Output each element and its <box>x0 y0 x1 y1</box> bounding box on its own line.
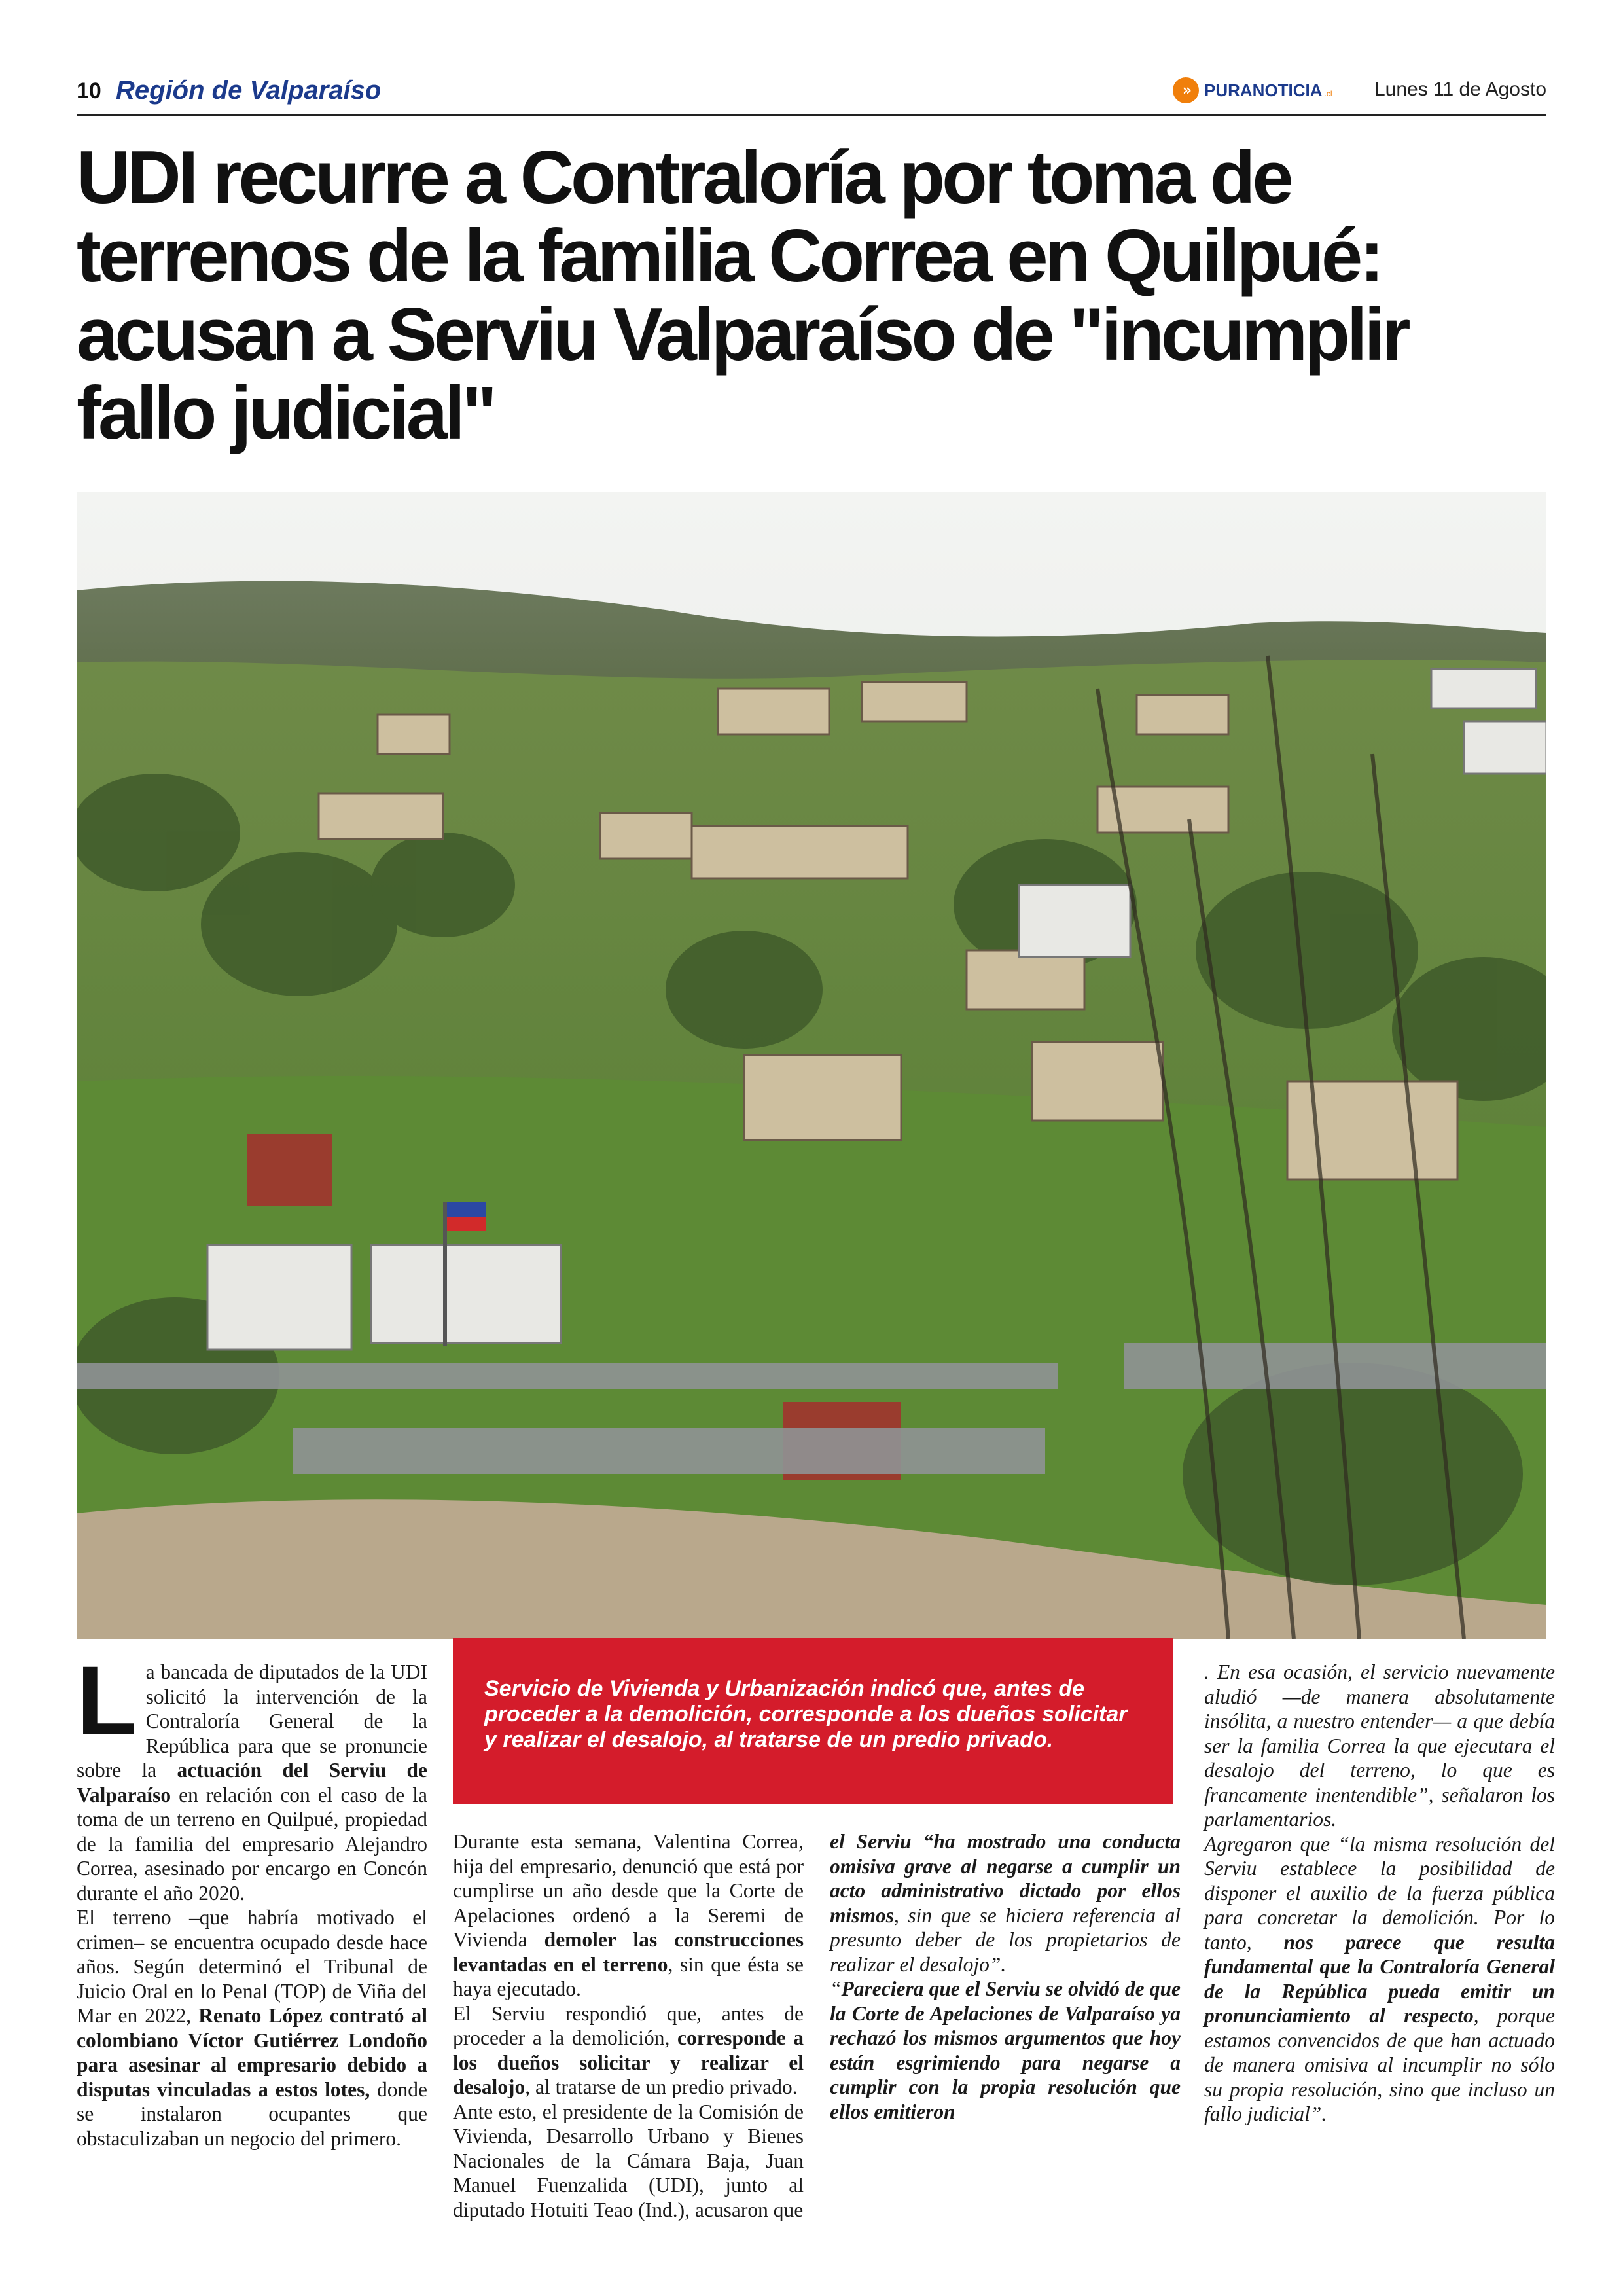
page-number: 10 <box>77 79 101 103</box>
page-header <box>77 71 1546 116</box>
bold-run: Pareciera que el Serviu se olvidó de que la Corte de Apelaciones de Valparaíso ya rechazó los mismos argumentos que hoy están esgrimiendo para negarse a cumplir con la propia resolución que ellos emitieron <box>830 1977 1181 2123</box>
issue-date: Lunes 11 de Agosto <box>1374 79 1546 100</box>
paragraph <box>830 1829 1181 1977</box>
paragraph <box>1204 1660 1555 1832</box>
headline: UDI recurre a Contraloría por toma de terrenos de la familia Correa en Quilpué: acusan a Serviu Valparaíso de "incumplir fallo judicial" <box>77 136 1408 455</box>
body-column-4 <box>1204 1660 1555 2126</box>
paragraph <box>1204 1832 1555 2126</box>
settlement-hillside-photo <box>77 492 1546 1639</box>
bold-run: demoler las construcciones levantadas en el terreno <box>453 1928 804 1976</box>
bold-run: Renato López contrató al colombiano Víctor Gutiérrez Londoño para asesinar al empresario debido a disputas vinculadas a estos lotes, <box>77 2004 427 2101</box>
paragraph <box>453 2100 804 2223</box>
brand-logo <box>1173 77 1332 103</box>
text-run: El Serviu respondió que, antes de proceder a la demolición, <box>453 2001 804 2049</box>
section-title: Región de Valparaíso <box>116 76 382 105</box>
text-run: Ante esto, el presidente de la Comisión de Vivienda, Desarrollo Urbano y Bienes Nacionales de la Cámara Baja, Juan Manuel Fuenzalida (UDI), junto al diputado Hotuiti Teao (Ind.), acusaron que <box>453 2100 804 2221</box>
drop-cap: L <box>77 1645 137 1755</box>
text-run: El terreno –que habría motivado el crimen– se encuentra ocupado desde hace años. Según determinó el Tribunal de Juicio Oral en lo Penal (TOP) de Viña del Mar en 2022, <box>77 1906 427 2027</box>
body-column-2 <box>453 1829 804 2222</box>
text-run: en relación con el caso de la toma de un terreno en Quilpué, propiedad de la familia del empresario Alejandro Correa, asesinado por encargo en Concón durante el año 2020. <box>77 1783 427 1905</box>
bold-run: actuación del Serviu de Valparaíso <box>77 1759 427 1806</box>
text-run: , sin que se hiciera referencia al presunto deber de los propietarios de realizar el desalojo”. <box>830 1903 1181 1976</box>
article-photo <box>77 492 1546 1639</box>
paragraph <box>453 1829 804 2001</box>
paragraph <box>77 1905 427 2151</box>
text-run: Durante esta semana, Valentina Correa, hija del empresario, denunció que está por cumplirse un año desde que la Corte de Apelaciones ordenó a la Seremi de Vivienda <box>453 1830 804 1951</box>
chevrons-icon: » <box>1173 77 1199 103</box>
text-run: , sin que ésta se haya ejecutado. <box>453 1952 804 2000</box>
text-run: a bancada de diputados de la UDI solicitó la intervención de la Contraloría General de la República para que se pronuncie sobre la <box>77 1660 427 1782</box>
paragraph <box>830 1977 1181 2124</box>
paragraph <box>453 2001 804 2100</box>
text-run: Agregaron que “la misma resolución del Serviu establece la posibilidad de disponer el auxilio de la fuerza pública para concretar la demolición. Por lo tanto, <box>1204 1832 1555 1954</box>
body-column-1 <box>77 1645 427 2151</box>
brand-name: PURANOTICIA <box>1204 80 1323 100</box>
text-run: “ <box>830 1977 842 2000</box>
pull-quote: Servicio de Vivienda y Urbanización indicó que, antes de proceder a la demolición, corresponde a los dueños solicitar y realizar el desalojo, al tratarse de un predio privado. <box>453 1638 1173 1804</box>
paragraph <box>77 1645 427 1905</box>
body-column-3 <box>830 1829 1181 2124</box>
text-run: , al tratarse de un predio privado. <box>525 2075 798 2098</box>
text-run: . En esa ocasión, el servicio nuevamente aludió —de manera absolutamente insólita, a nuestro entender— a que debía ser la familia Correa la que ejecutara el desalojo del terreno, lo que es francamente inentendible”, señalaron los parlamentarios. <box>1204 1660 1555 1831</box>
bold-run: corresponde a los dueños solicitar y realizar el desalojo <box>453 2026 804 2098</box>
text-run: donde se instalaron ocupantes que obstaculizaban un negocio del primero. <box>77 2077 427 2150</box>
text-run: , porque estamos convencidos de que han actuado de manera omisiva al incumplir no sólo su propia resolución, sino que incluso un fallo judicial”. <box>1204 2004 1555 2125</box>
bold-run: nos parece que resulta fundamental que la Contraloría General de la República pueda emitir un pronunciamiento al respecto <box>1204 1930 1555 2027</box>
bold-run: el Serviu “ha mostrado una conducta omisiva grave al negarse a cumplir un acto administrativo dictado por ellos mismos <box>830 1830 1181 1927</box>
brand-tld: .cl <box>1324 89 1332 98</box>
